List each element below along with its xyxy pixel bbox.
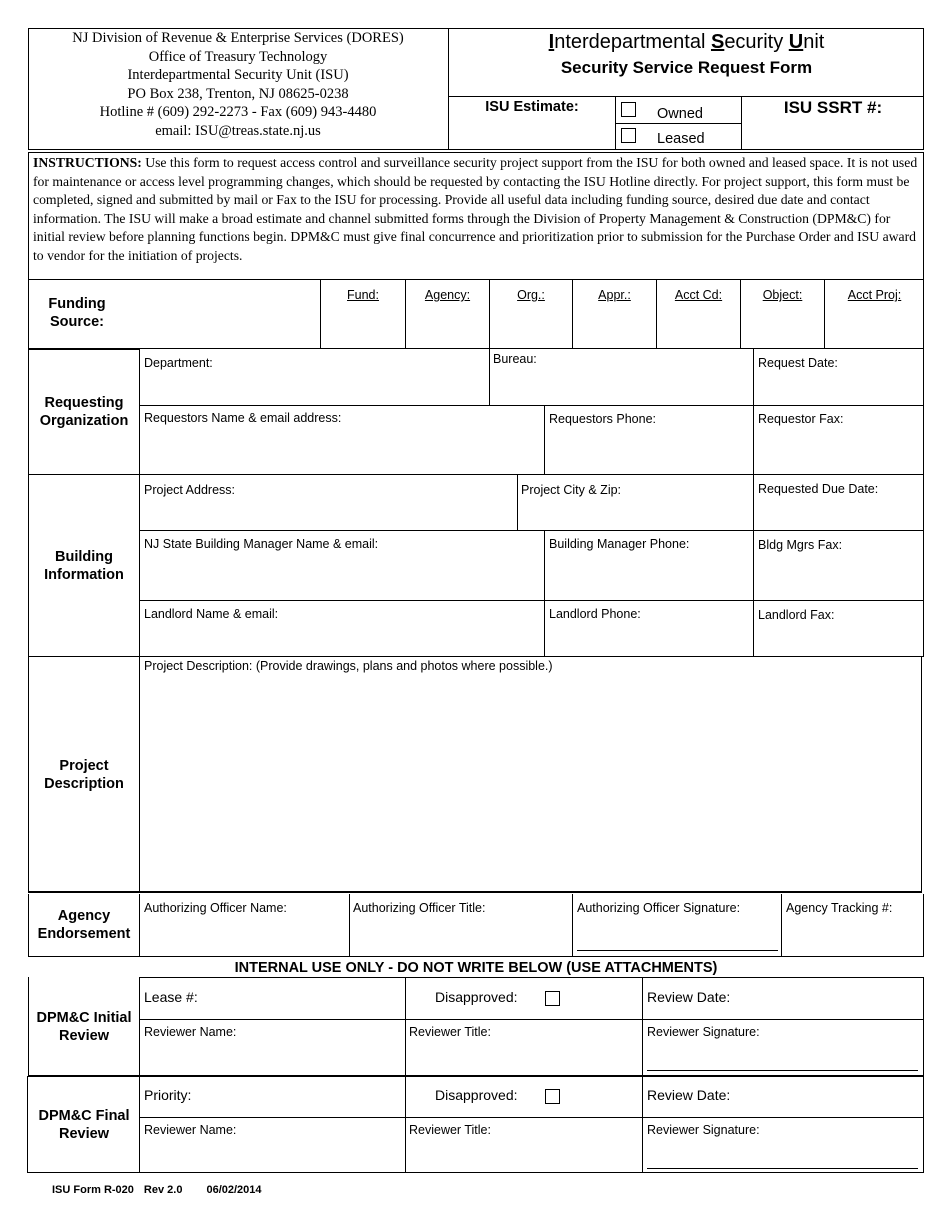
initial-review-title: DPM&C Initial Review	[36, 1009, 132, 1044]
initial-review-date-field[interactable]: Review Date:	[647, 989, 731, 1005]
title-cap: U	[788, 31, 804, 53]
initial-reviewer-title-field[interactable]: Reviewer Title:	[409, 1025, 491, 1039]
final-review-date-field[interactable]: Review Date:	[647, 1087, 731, 1103]
org-line: Hotline # (609) 292-2273 - Fax (609) 943-4480	[99, 104, 377, 121]
object-field-label[interactable]: Object:	[762, 288, 803, 302]
lease-number-field[interactable]: Lease #:	[144, 989, 198, 1005]
project-city-zip-field[interactable]: Project City & Zip:	[521, 483, 622, 497]
initial-reviewer-signature-field[interactable]: Reviewer Signature:	[647, 1025, 760, 1039]
title-cap: S	[710, 31, 725, 53]
title-part: ecurity	[724, 31, 789, 53]
org-line: Interdepartmental Security Unit (ISU)	[127, 67, 349, 84]
project-description-title: Project Description	[44, 758, 124, 792]
building-manager-phone-field[interactable]: Building Manager Phone:	[549, 537, 690, 551]
org-line: Office of Treasury Technology	[148, 48, 328, 65]
funding-source-title: Funding Source:	[48, 296, 106, 330]
requestor-phone-field[interactable]: Requestors Phone:	[549, 412, 657, 426]
form-subtitle: Security Service Request Form	[560, 58, 813, 77]
acct-cd-field-label[interactable]: Acct Cd:	[674, 288, 723, 302]
form-footer	[52, 1184, 262, 1196]
landlord-name-field[interactable]: Landlord Name & email:	[144, 607, 279, 621]
agency-field-label[interactable]: Agency:	[424, 288, 471, 302]
org-line: NJ Division of Revenue & Enterprise Services (DORES)	[72, 30, 404, 46]
appr-field-label[interactable]: Appr.:	[598, 288, 631, 302]
title-part: nit	[803, 31, 825, 53]
authorizing-officer-signature-field[interactable]: Authorizing Officer Signature:	[577, 901, 741, 915]
landlord-fax-field[interactable]: Landlord Fax:	[758, 608, 835, 622]
internal-use-banner: INTERNAL USE ONLY - DO NOT WRITE BELOW (USE ATTACHMENTS)	[234, 960, 718, 976]
project-description-field[interactable]: Project Description: (Provide drawings, plans and photos where possible.)	[144, 659, 553, 673]
org-line: PO Box 238, Trenton, NJ 08625-0238	[127, 85, 349, 102]
owned-label: Owned	[657, 106, 703, 122]
final-reviewer-title-field[interactable]: Reviewer Title:	[409, 1123, 491, 1137]
agency-tracking-field[interactable]: Agency Tracking #:	[786, 901, 893, 915]
form-title	[449, 31, 924, 54]
requestor-name-email-field[interactable]: Requestors Name & email address:	[144, 411, 342, 425]
form-id: ISU Form R-020	[52, 1184, 134, 1196]
priority-field[interactable]: Priority:	[144, 1087, 192, 1103]
owned-checkbox[interactable]	[621, 102, 636, 117]
final-disapproved-checkbox[interactable]	[545, 1089, 560, 1104]
request-date-field[interactable]: Request Date:	[758, 356, 838, 370]
building-info-title: Building Information	[44, 549, 124, 583]
building-manager-fax-field[interactable]: Bldg Mgrs Fax:	[758, 538, 843, 552]
org-line: email: ISU@treas.state.nj.us	[155, 122, 321, 139]
bureau-field[interactable]: Bureau:	[493, 352, 537, 366]
title-part: nterdepartmental	[554, 31, 711, 53]
building-manager-name-field[interactable]: NJ State Building Manager Name & email:	[144, 537, 379, 551]
landlord-phone-field[interactable]: Landlord Phone:	[549, 607, 641, 621]
requestor-fax-field[interactable]: Requestor Fax:	[758, 412, 844, 426]
final-reviewer-signature-field[interactable]: Reviewer Signature:	[647, 1123, 760, 1137]
form-date: 06/02/2014	[206, 1184, 262, 1196]
leased-checkbox[interactable]	[621, 128, 636, 143]
requesting-org-title: Requesting Organization	[39, 395, 129, 429]
project-address-field[interactable]: Project Address:	[144, 483, 236, 497]
initial-reviewer-name-field[interactable]: Reviewer Name:	[144, 1025, 237, 1039]
instructions-label: INSTRUCTIONS:	[33, 155, 142, 170]
building-section	[28, 475, 924, 657]
fund-field-label[interactable]: Fund:	[347, 288, 379, 302]
instructions-box	[28, 152, 924, 280]
leased-label: Leased	[657, 131, 705, 147]
authorizing-officer-title-field[interactable]: Authorizing Officer Title:	[353, 901, 486, 915]
isu-estimate-label: ISU Estimate:	[485, 99, 579, 115]
acct-proj-field-label[interactable]: Acct Proj:	[847, 288, 902, 302]
final-disapproved-label: Disapproved:	[435, 1087, 518, 1103]
final-reviewer-name-field[interactable]: Reviewer Name:	[144, 1123, 237, 1137]
initial-disapproved-checkbox[interactable]	[545, 991, 560, 1006]
instructions-text: Use this form to request access control and surveillance security project support from the ISU for both owned and leased space. It is not used for maintenance or access level programming changes, which should be requested by contacting the ISU Hotline directly. For project support, this form must be completed, signed and submitted by mail or Fax to the ISU for processing. Provide all useful data including funding source, desired due date and contact information. The ISU will make a broad estimate and channel submitted forms through the Division of Property Management & Construction (DPM&C) for initial review before planning functions begin. DPM&C must give final concurrence and prioritization prior to submission for the Purchase Order and ISU award to vendor for the initiation of projects.	[33, 155, 918, 263]
final-review-title: DPM&C Final Review	[38, 1107, 130, 1142]
initial-disapproved-label: Disapproved:	[435, 989, 518, 1005]
org-address-block	[28, 29, 448, 141]
project-section	[28, 657, 922, 893]
org-field-label[interactable]: Org.:	[517, 288, 545, 302]
form-revision: Rev 2.0	[143, 1184, 183, 1196]
ssrt-label: ISU SSRT #:	[783, 98, 883, 117]
authorizing-officer-name-field[interactable]: Authorizing Officer Name:	[144, 901, 287, 915]
agency-endorsement-title: Agency Endorsement	[37, 908, 131, 942]
requested-due-date-field[interactable]: Requested Due Date:	[758, 482, 879, 496]
department-field[interactable]: Department:	[144, 356, 213, 370]
title-cap: I	[548, 31, 555, 53]
